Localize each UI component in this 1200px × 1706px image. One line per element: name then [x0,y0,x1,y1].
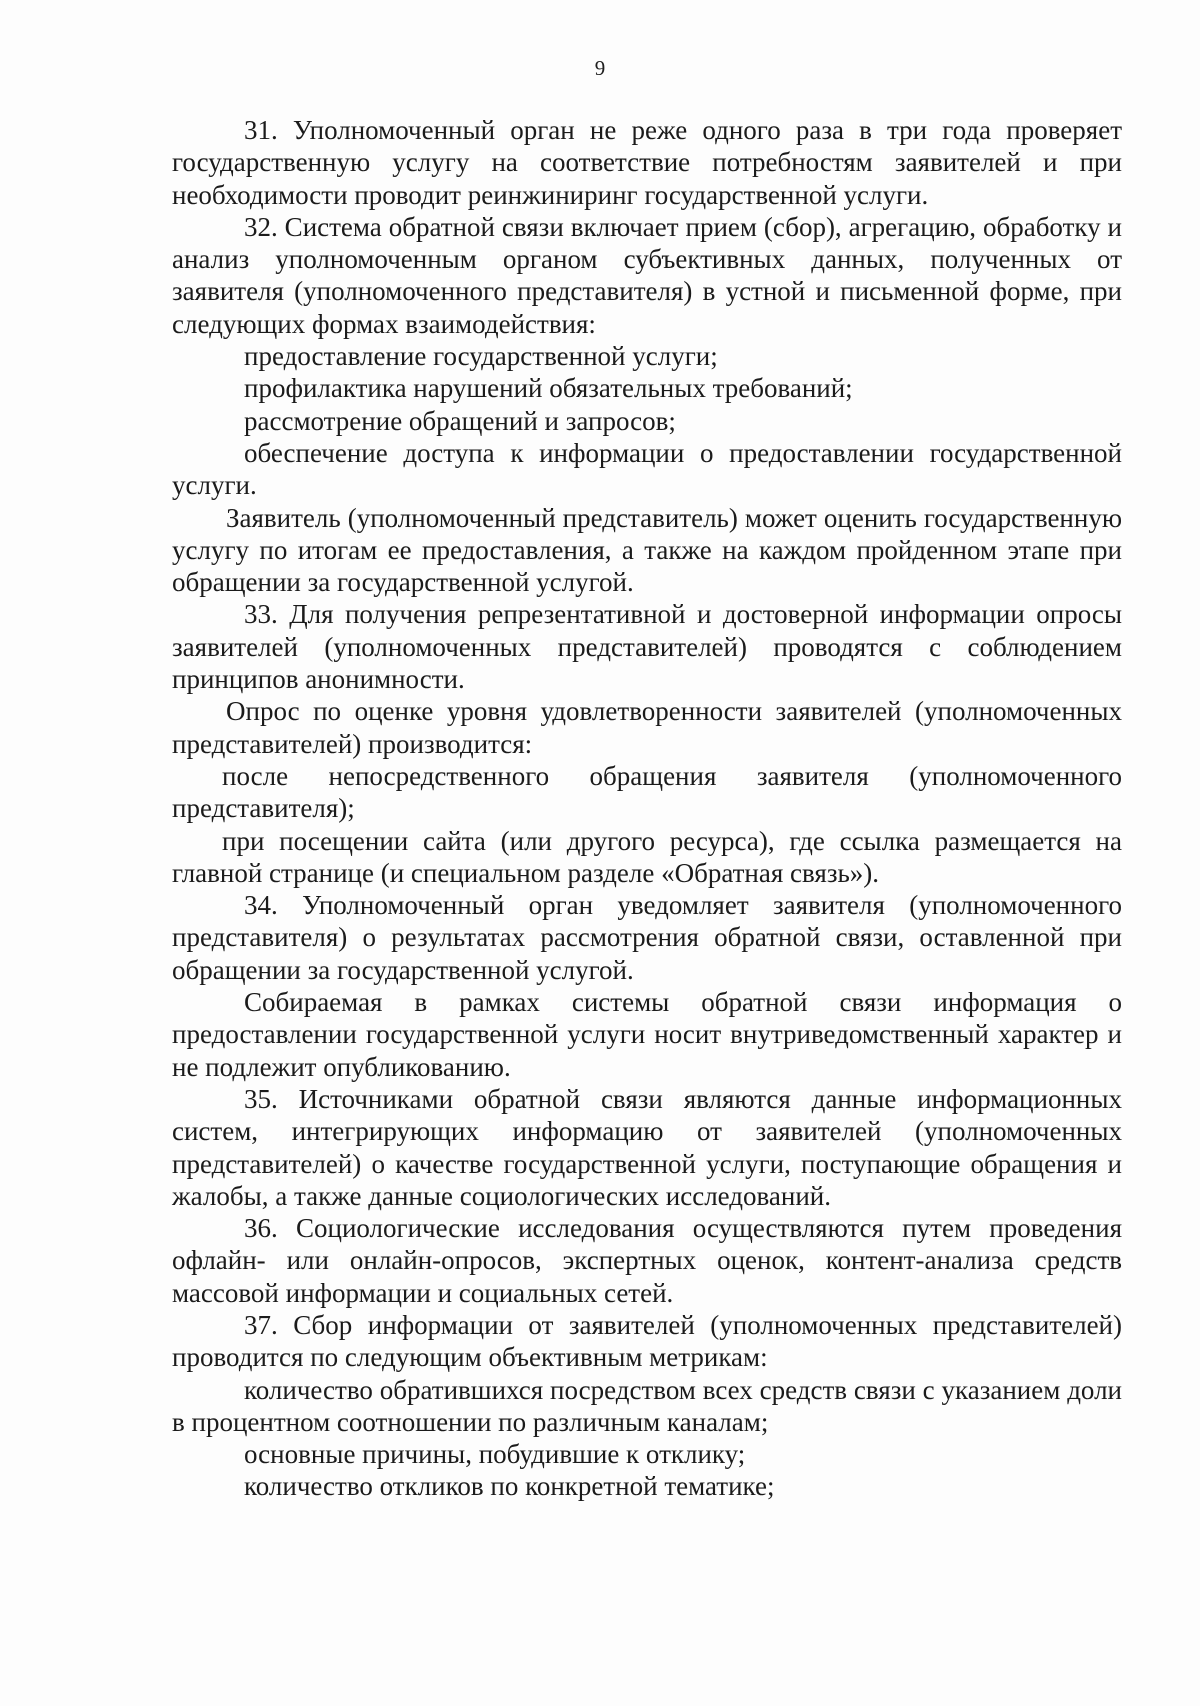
paragraph-31: 31. Уполномоченный орган не реже одного раза в три года проверяет государственную услугу на соответствие потребностям заявителей и при необходимости проводит реинжиниринг государственной услуги. [172,115,1122,210]
paragraph-survey-intro: Опрос по оценке уровня удовлетворенности заявителей (уполномоченных представителей) производится: [172,696,1122,759]
paragraph-32: 32. Система обратной связи включает прием (сбор), агрегацию, обработку и анализ уполномоченным органом субъективных данных, полученных от заявителя (уполномоченного представителя) в устной и письменной форме, при следующих формах взаимодействия: [172,211,1122,339]
list-item-applicant-count: количество обратившихся посредством всех средств связи с указанием доли в процентном соотношении по различным каналам; [172,1374,1122,1437]
paragraph-35: 35. Источниками обратной связи являются данные информационных систем, интегрирующих информацию от заявителей (уполномоченных представителей) о качестве государственной услуги, поступающие обращения и жалобы, а также данные социологических исследований. [172,1083,1122,1211]
list-item-service-provision: предоставление государственной услуги; [244,341,718,372]
list-item-appeals-review: рассмотрение обращений и запросов; [244,405,676,436]
paragraph-applicant-evaluation: Заявитель (уполномоченный представитель) может оценить государственную услугу по итогам ее предоставления, а также на каждом пройденном этапе при обращении за государственной услугой. [172,502,1122,598]
list-item-site-visit: при посещении сайта (или другого ресурса), где ссылка размещается на главной странице (и специальном разделе «Обратная связь»). [172,825,1122,888]
paragraph-33: 33. Для получения репрезентативной и достоверной информации опросы заявителей (уполномоченных представителей) проводятся с соблюдением принципов анонимности. [172,599,1122,695]
paragraph-37: 37. Сбор информации от заявителей (уполномоченных представителей) проводится по следующим объективным метрикам: [172,1309,1122,1373]
paragraph-34: 34. Уполномоченный орган уведомляет заявителя (уполномоченного представителя) о результатах рассмотрения обратной связи, оставленной при обращении за государственной услугой. [172,890,1122,985]
paragraph-36: 36. Социологические исследования осуществляются путем проведения офлайн- или онлайн-опросов, экспертных оценок, контент-анализа средств массовой информации и социальных сетей. [172,1213,1122,1308]
list-item-violation-prevention: профилактика нарушений обязательных требований; [244,373,853,404]
list-item-main-reasons: основные причины, побудившие к отклику; [244,1439,746,1470]
list-item-topic-count: количество откликов по конкретной тематике; [244,1471,775,1502]
page-number: 9 [594,56,606,80]
paragraph-collected-info: Собираемая в рамках системы обратной связи информация о предоставлении государственной услуги носит внутриведомственный характер и не подлежит опубликованию. [172,987,1122,1082]
list-item-after-appeal: после непосредственного обращения заявителя (уполномоченного представителя); [172,760,1122,824]
list-item-information-access: обеспечение доступа к информации о предоставлении государственной услуги. [172,437,1122,501]
document-body [172,114,1122,1503]
